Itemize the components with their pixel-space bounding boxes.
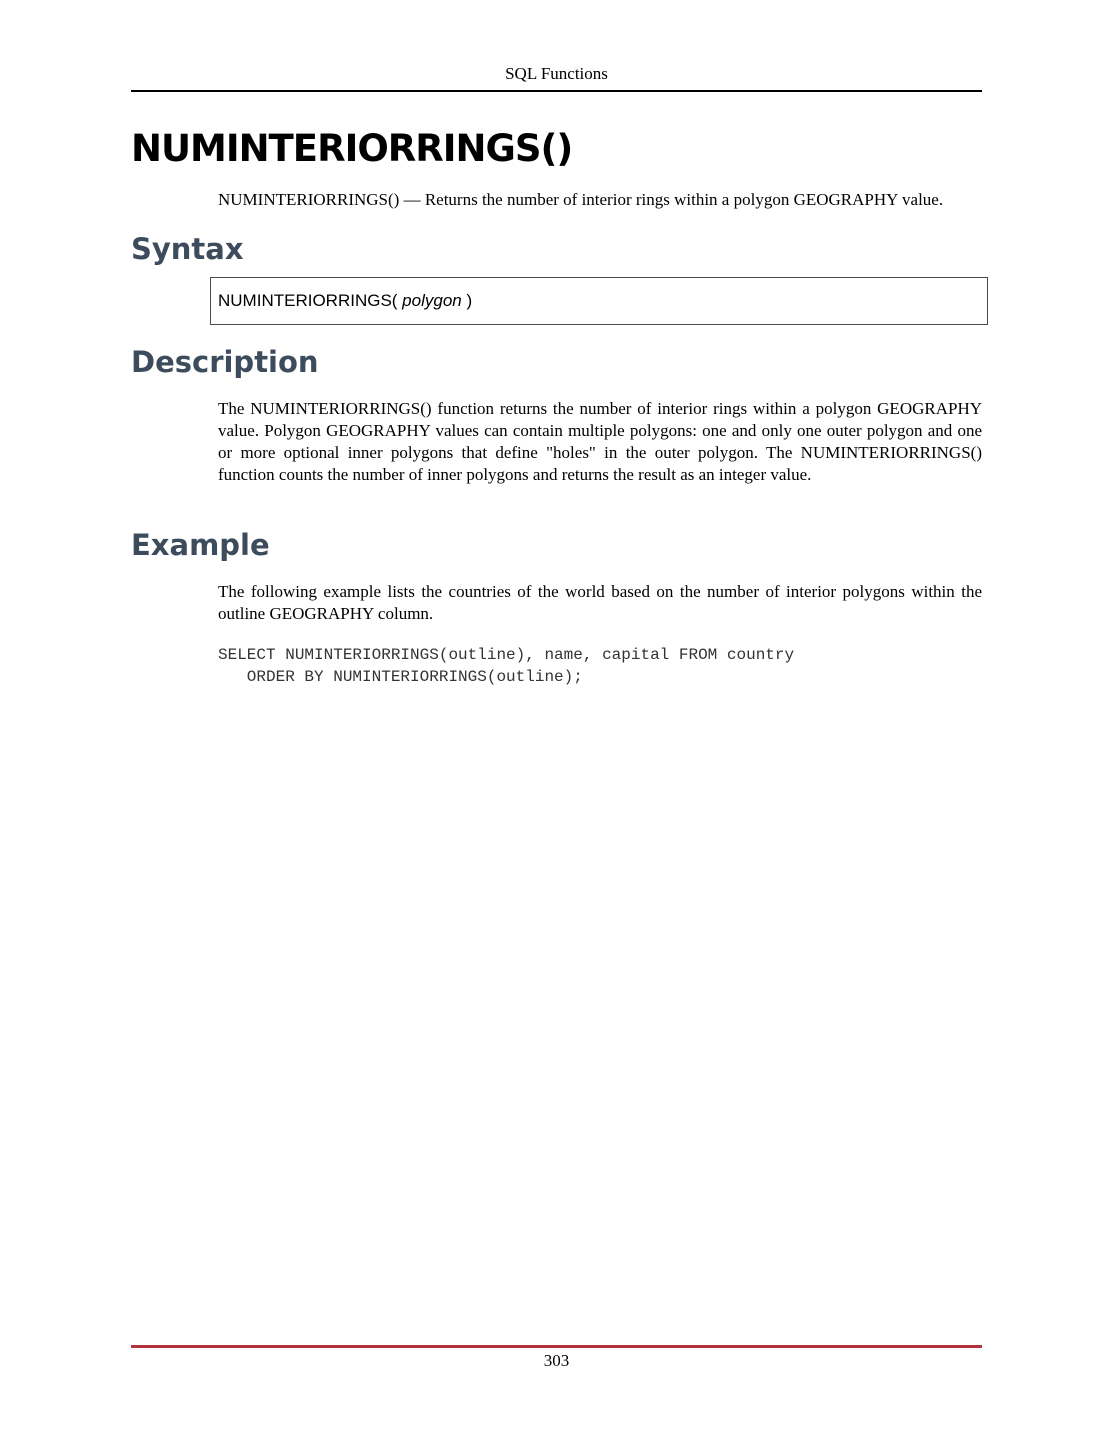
example-paragraph: The following example lists the countries of the world based on the number of interior polygons within the outline GEOGRAPHY column. bbox=[218, 582, 982, 623]
syntax-function-name: NUMINTERIORRINGS( bbox=[218, 291, 403, 310]
syntax-parameter: polygon bbox=[402, 291, 462, 310]
page-number: 303 bbox=[543, 1351, 570, 1370]
refpurpose: NUMINTERIORRINGS() — Returns the number of interior rings within a polygon GEOGRAPHY value. bbox=[218, 190, 944, 209]
syntax-closing: ) bbox=[461, 291, 473, 310]
running-header: SQL Functions bbox=[505, 64, 608, 83]
footer-rule bbox=[131, 1345, 982, 1348]
description-heading: Description bbox=[131, 345, 319, 379]
syntax-box bbox=[210, 277, 988, 325]
example-heading: Example bbox=[131, 528, 270, 562]
description-paragraph: The NUMINTERIORRINGS() function returns the number of interior rings within a polygon GEOGRAPHY value. Polygon GEOGRAPHY values can contain multiple polygons: one and only one outer polygon and one or more optional inner polygons that define "holes" in the outer polygon. The NUMINTERIORRINGS() function counts the number of inner polygons and returns the result as an integer value. bbox=[218, 399, 982, 484]
syntax-heading: Syntax bbox=[131, 232, 244, 266]
example-code-block: SELECT NUMINTERIORRINGS(outline), name, capital FROM country ORDER BY NUMINTERIORRINGS(outline); bbox=[218, 646, 795, 686]
page-title: NUMINTERIORRINGS() bbox=[131, 127, 573, 170]
header-rule bbox=[131, 90, 982, 92]
